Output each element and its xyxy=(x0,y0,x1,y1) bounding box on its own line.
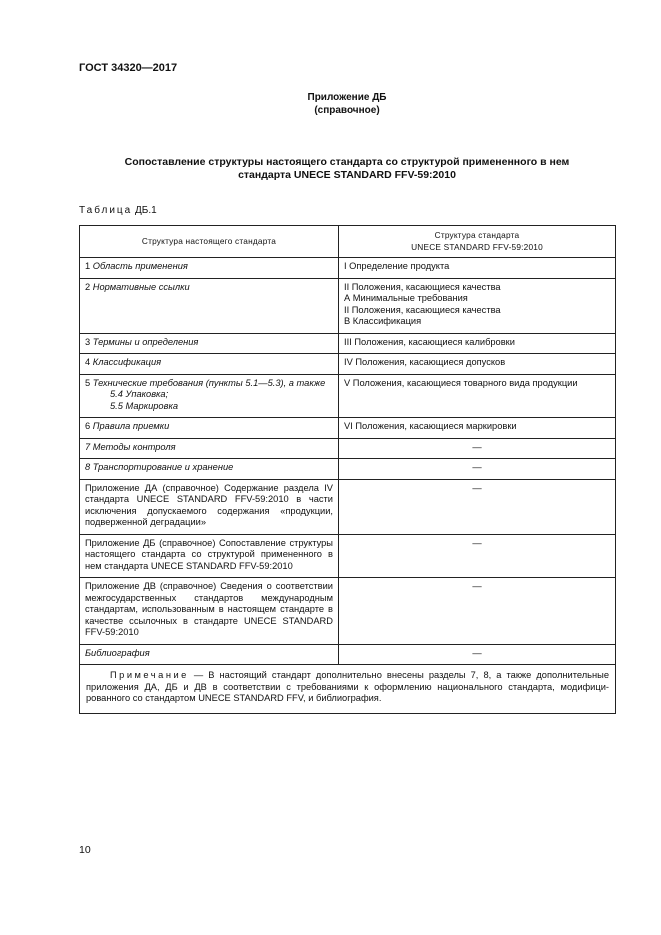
table-row xyxy=(80,644,616,665)
table-caption-word: Таблица xyxy=(79,205,133,216)
appendix-heading xyxy=(79,91,615,117)
right-line: I Определение продукта xyxy=(344,261,450,271)
table-row xyxy=(80,459,616,480)
row-text: Классификация xyxy=(92,357,162,367)
left-cell: Библиография xyxy=(80,644,339,665)
right-line: IV Положения, касающиеся допусков xyxy=(344,357,506,367)
left-cell xyxy=(80,418,339,439)
row-text: Нормативные ссылки xyxy=(92,281,190,292)
left-cell xyxy=(80,258,339,279)
table-row xyxy=(80,438,616,459)
table-row xyxy=(80,418,616,439)
left-cell xyxy=(80,278,339,333)
left-cell: 7 Методы контроля xyxy=(80,438,339,459)
table-row xyxy=(80,258,616,279)
right-cell xyxy=(339,374,616,418)
right-cell: — xyxy=(339,438,616,459)
note-label: Примечание xyxy=(110,670,189,680)
table-row xyxy=(80,374,616,418)
right-cell: — xyxy=(339,534,616,578)
row-number: 5 xyxy=(85,377,91,388)
row-text-block xyxy=(85,378,333,390)
right-cell xyxy=(339,258,616,279)
table-note xyxy=(80,665,616,714)
right-cell xyxy=(339,354,616,375)
row-number: 1 xyxy=(85,261,91,271)
document-code: ГОСТ 34320—2017 xyxy=(79,62,178,74)
row-subitem: 5.5 Маркировка xyxy=(110,400,179,411)
row-text: Область применения xyxy=(92,261,188,271)
left-cell xyxy=(80,374,339,418)
left-cell: 8 Транспортирование и хранение xyxy=(80,459,339,480)
right-cell: — xyxy=(339,644,616,665)
table-row xyxy=(80,534,616,578)
section-title xyxy=(79,156,615,182)
title-line-1: Сопоставление структуры настоящего стандарта со структурой примененного в нем xyxy=(124,156,570,168)
row-number: 6 xyxy=(85,421,91,431)
row-text: Технические требования (пункты 5.1—5.3), а также xyxy=(92,377,326,388)
appendix-title: Приложение ДБ xyxy=(307,92,387,103)
row-text: Правила приемки xyxy=(92,421,170,431)
right-cell: — xyxy=(339,479,616,534)
right-cell xyxy=(339,418,616,439)
note-text: — В настоящий стандарт дополнительно внесены разделы 7, 8, а также дополнительные приложения ДА, ДБ и ДВ в соответствии с требованиями к оформлению национального стандарта, модифицированного со стандартом UNECE STANDARD FFV, и библиография. xyxy=(86,670,609,703)
table-row xyxy=(80,479,616,534)
row-number: 3 xyxy=(85,336,91,347)
header-right-line-1: Структура стандарта xyxy=(434,230,520,240)
table-note-row xyxy=(80,665,616,714)
right-cell: — xyxy=(339,578,616,645)
header-left: Структура настоящего стандарта xyxy=(80,226,339,258)
header-right xyxy=(339,226,616,258)
header-right-line-2: UNECE STANDARD FFV-59:2010 xyxy=(411,241,543,252)
appendix-subtitle: (справочное) xyxy=(314,105,380,116)
row-subitem: 5.4 Упаковка; xyxy=(110,389,169,399)
left-cell: Приложение ДВ (справочное) Сведения о соответствии межгосударственных стандартов международным стандартам, использованным в настоящем стандарте в качестве ссылочных в стандарте UNECE STANDARD FFV-59:2010 xyxy=(80,578,339,645)
left-cell: Приложение ДА (справочное) Содержание раздела IV стандарта UNECE STANDARD FFV-59:2010 в части исключения допускаемого содержания «продукции, подверженной деградации» xyxy=(80,479,339,534)
right-cell: — xyxy=(339,459,616,480)
table-row xyxy=(80,333,616,354)
right-line: II Положения, касающиеся качества xyxy=(344,304,501,315)
right-cell xyxy=(339,333,616,354)
title-line-2: стандарта UNECE STANDARD FFV-59:2010 xyxy=(238,169,456,181)
table-row xyxy=(80,578,616,645)
table-header-row xyxy=(80,226,616,258)
row-number: 4 xyxy=(85,357,91,367)
table-caption xyxy=(79,205,157,216)
left-cell xyxy=(80,333,339,354)
right-line: III Положения, касающиеся калибровки xyxy=(344,336,515,347)
right-line: V Положения, касающиеся товарного вида продукции xyxy=(344,377,578,388)
row-number: 2 xyxy=(85,281,91,292)
table-row xyxy=(80,278,616,333)
left-cell xyxy=(80,354,339,375)
right-line: II Положения, касающиеся качества xyxy=(344,281,501,292)
right-line: VI Положения, касающиеся маркировки xyxy=(344,421,517,431)
right-cell xyxy=(339,278,616,333)
right-line: А Минимальные требования xyxy=(344,293,468,303)
row-text: Термины и определения xyxy=(92,336,199,347)
right-line: В Классификация xyxy=(344,316,422,326)
page-number: 10 xyxy=(79,844,91,856)
table-row xyxy=(80,354,616,375)
comparison-table xyxy=(79,225,616,714)
left-cell: Приложение ДБ (справочное) Сопоставление структуры настоящего стандарта со структурой примененного в нем стандарта UNECE STANDARD FFV-59:2010 xyxy=(80,534,339,578)
table-caption-number: ДБ.1 xyxy=(135,205,157,216)
